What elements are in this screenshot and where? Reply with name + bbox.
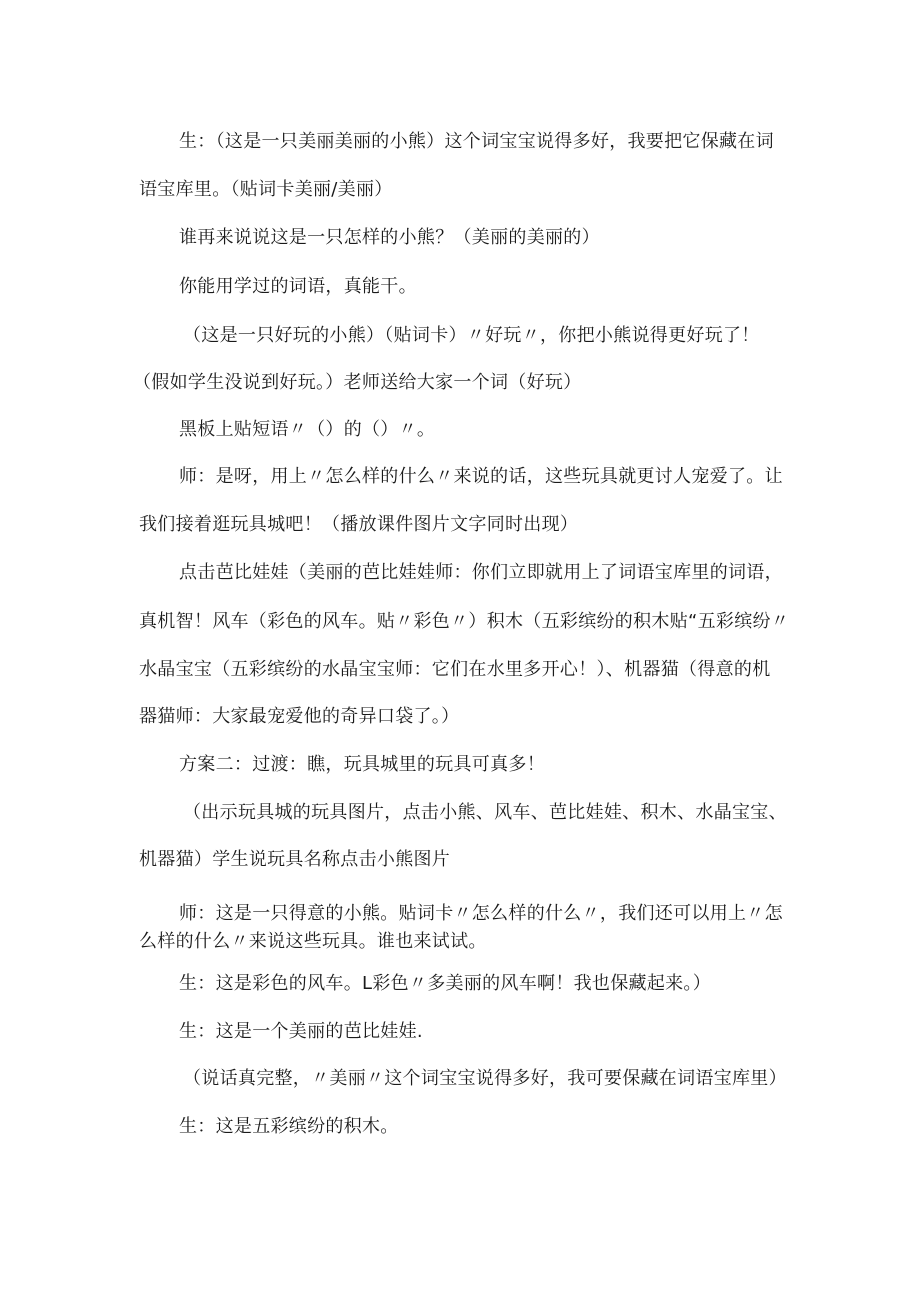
text-line-22: 生：这是五彩缤纷的积木。 xyxy=(179,1116,399,1137)
text-line-16: 机器猫）学生说玩具名称点击小熊图片 xyxy=(139,849,451,870)
text-line-13: 器猫师：大家最宠爱他的奇异口袋了。） xyxy=(139,706,460,727)
text-line-12: 水晶宝宝（五彩缤纷的水晶宝宝师：它们在水里多开心！）、机器猫（得意的机 xyxy=(139,659,771,680)
text-line-18: 么样的什么〃来说这些玩具。谁也来试试。 xyxy=(139,931,487,952)
text-line-19: 生：这是彩色的风车。L彩色〃多美丽的风车啊！我也保藏起来。） xyxy=(179,973,712,994)
text-line-5: （这是一只好玩的小熊）（贴词卡）〃好玩〃，你把小熊说得更好玩了！ xyxy=(183,325,760,346)
text-line-21: （说话真完整，〃美丽〃这个词宝宝说得多好，我可要保藏在词语宝库里） xyxy=(183,1068,787,1089)
text-line-11: 真机智！风车（彩色的风车。贴〃彩色〃）积木（五彩缤纷的积木贴“五彩缤纷〃 xyxy=(139,611,790,632)
text-line-8: 师：是呀，用上〃怎么样的什么〃来说的话，这些玩具就更讨人宠爱了。让 xyxy=(179,466,783,487)
text-line-10: 点击芭比娃娃（美丽的芭比娃娃师：你们立即就用上了词语宝库里的词语， xyxy=(179,562,783,583)
text-line-14: 方案二：过渡：瞧，玩具城里的玩具可真多！ xyxy=(179,754,545,775)
text-line-15: （出示玩具城的玩具图片，点击小熊、风车、芭比娃娃、积木、水晶宝宝、 xyxy=(183,802,787,823)
text-line-2: 语宝库里。（贴词卡美丽/美丽） xyxy=(139,179,393,200)
text-line-1: 生：（这是一只美丽美丽的小熊）这个词宝宝说得多好，我要把它保藏在词 xyxy=(179,131,774,152)
text-line-4: 你能用学过的词语，真能干。 xyxy=(179,276,417,297)
text-line-9: 我们接着逛玩具城吧！（播放课件图片文字同时出现） xyxy=(139,514,579,535)
text-line-20: 生：这是一个美丽的芭比娃娃. xyxy=(179,1021,423,1042)
text-line-17: 师：这是一只得意的小熊。贴词卡〃怎么样的什么〃，我们还可以用上〃怎 xyxy=(179,903,783,924)
text-line-6: （假如学生没说到好玩。）老师送给大家一个词（好玩） xyxy=(133,372,582,393)
text-line-3: 谁再来说说这是一只怎样的小熊？（美丽的美丽的） xyxy=(179,227,600,248)
text-line-7: 黑板上贴短语〃（）的（）〃。 xyxy=(179,419,436,440)
